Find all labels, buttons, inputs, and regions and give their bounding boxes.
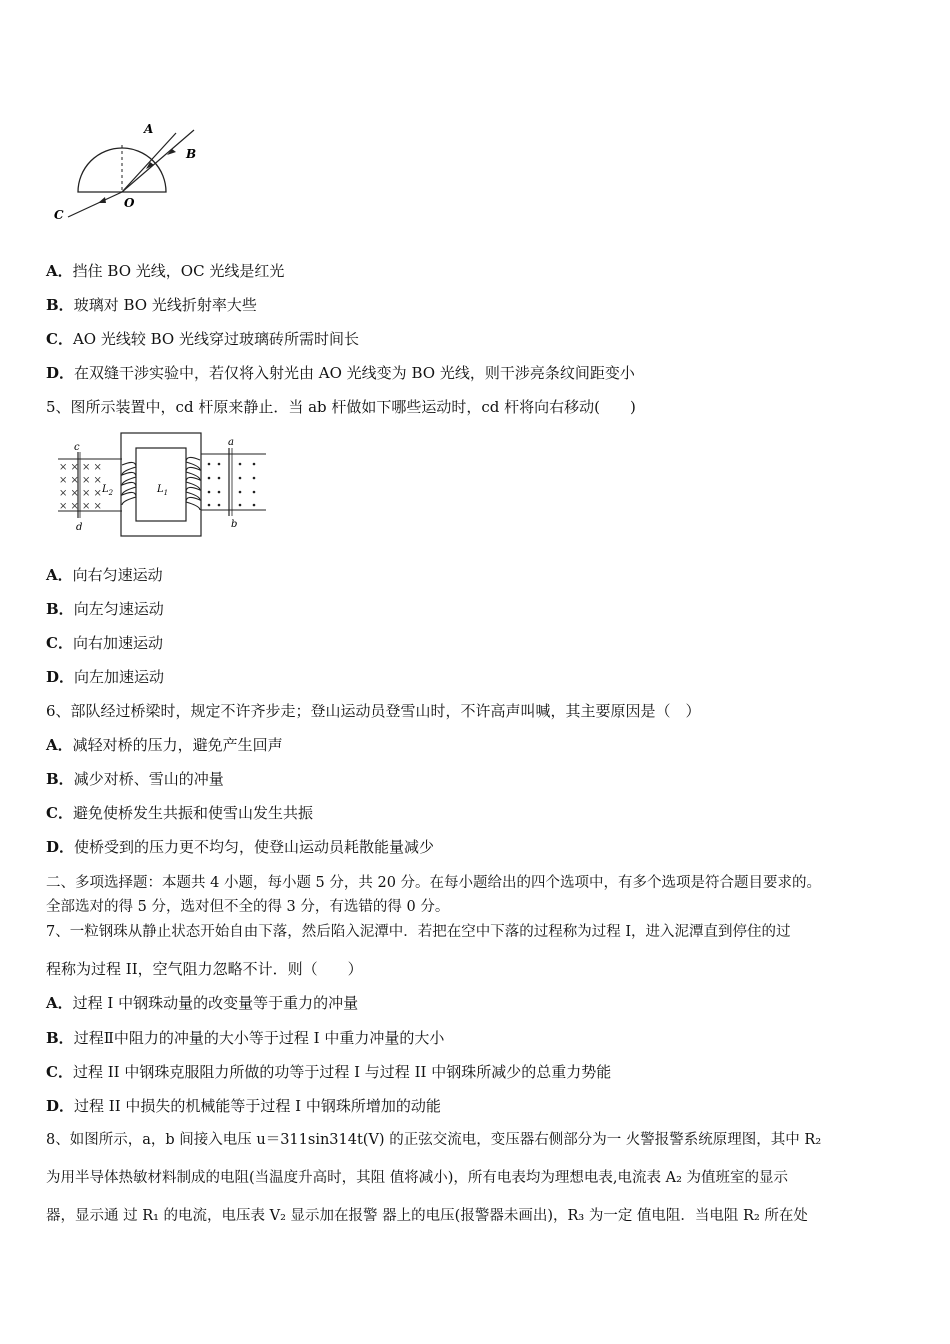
q6-option-d: [46, 837, 434, 857]
option-letter: A．: [46, 994, 73, 1012]
svg-text:× ×: × ×: [82, 488, 102, 499]
q4-option-c: [46, 329, 359, 349]
coil-L1: [186, 457, 200, 510]
q5-option-a: [46, 565, 163, 585]
label-O: O: [124, 196, 135, 210]
q4-option-a: [46, 261, 284, 281]
option-letter: B．: [46, 296, 74, 314]
ray-C-arrow: [98, 197, 106, 203]
option-letter: D．: [46, 364, 75, 382]
magnetic-field-into-page: [59, 462, 102, 512]
label-A: A: [144, 122, 154, 136]
option-letter: B．: [46, 600, 74, 618]
transformer-figure: [54, 430, 269, 540]
option-letter: A．: [46, 566, 73, 584]
option-text: 在双缝干涉实验中，若仅将入射光由 AO 光线变为 BO 光线，则干涉亮条纹间距变小: [74, 364, 635, 382]
label-d: d: [76, 522, 83, 533]
option-text: 挡住 BO 光线，OC 光线是红光: [72, 262, 285, 280]
q8-line-1: 8、如图所示，a，b 间接入电压 u＝311sin314t(V) 的正弦交流电，变压器右侧部分为一 火警报警系统原理图，其中 R₂: [46, 1132, 822, 1148]
option-letter: B．: [46, 770, 74, 788]
option-letter: B．: [46, 1029, 74, 1047]
label-a: a: [228, 437, 234, 448]
svg-text:× ×: × ×: [82, 501, 102, 512]
ray-B: [122, 130, 197, 192]
option-letter: C．: [46, 1063, 73, 1081]
label-C: C: [54, 208, 64, 222]
q6-option-a: [46, 735, 283, 755]
q4-option-b: [46, 295, 257, 315]
option-text: 向左加速运动: [74, 668, 165, 686]
q4-option-d: [46, 363, 635, 383]
q7-stem-2: 程称为过程 II，空气阻力忽略不计．则（ ）: [46, 960, 363, 978]
q7-option-b: [46, 1028, 444, 1048]
option-letter: C．: [46, 330, 73, 348]
option-text: 向右匀速运动: [72, 566, 163, 584]
option-letter: D．: [46, 838, 75, 856]
option-letter: D．: [46, 1097, 75, 1115]
option-text: 过程 I 中钢珠动量的改变量等于重力的冲量: [72, 994, 359, 1012]
option-letter: C．: [46, 634, 73, 652]
option-text: 减轻对桥的压力，避免产生回声: [72, 736, 283, 754]
svg-text:× ×: × ×: [82, 475, 102, 486]
svg-text:× ×: × ×: [82, 462, 102, 473]
section2-line1: 二、多项选择题：本题共 4 小题，每小题 5 分，共 20 分。在每小题给出的四个选项中，有多个选项是符合题目要求的。: [46, 875, 822, 891]
label-L2: $L_2$: [102, 484, 114, 497]
q5-option-c: [46, 633, 163, 653]
q8-line-3: 器，显示通 过 R₁ 的电流，电压表 V₂ 显示加在报警 器上的电压(报警器未画出)，R₃ 为一定 值电阻．当电阻 R₂ 所在处: [46, 1208, 808, 1224]
option-text: 向右加速运动: [72, 634, 163, 652]
svg-text:× ×: × ×: [59, 462, 79, 473]
q5-option-d: [46, 667, 164, 687]
refraction-figure: [48, 115, 208, 230]
svg-text:× ×: × ×: [59, 488, 79, 499]
ray-C: [68, 192, 122, 217]
q7-stem-1: 7、一粒钢珠从静止状态开始自由下落，然后陷入泥潭中．若把在空中下落的过程称为过程 I，进入泥潭直到停住的过: [46, 924, 791, 940]
option-text: 减少对桥、雪山的冲量: [73, 770, 224, 788]
option-text: 玻璃对 BO 光线折射率大些: [73, 296, 257, 314]
label-L1: $L_1$: [157, 484, 169, 497]
q6-option-c: [46, 803, 313, 823]
option-letter: D．: [46, 668, 75, 686]
label-B: B: [186, 147, 197, 161]
svg-text:× ×: × ×: [59, 501, 79, 512]
option-letter: A．: [46, 736, 73, 754]
q7-option-d: [46, 1096, 441, 1116]
q6-option-b: [46, 769, 224, 789]
coil-L2: [122, 462, 136, 505]
option-text: 过程 II 中钢珠克服阻力所做的功等于过程 I 与过程 II 中钢珠所减少的总重力势能: [72, 1063, 612, 1081]
label-b: b: [231, 519, 238, 530]
q5-stem: 5、图所示装置中，cd 杆原来静止．当 ab 杆做如下哪些运动时，cd 杆将向右移动( ): [46, 398, 636, 416]
section2-line2: 全部选对的得 5 分，选对但不全的得 3 分，有选错的得 0 分。: [46, 899, 450, 915]
magnetic-field-out-of-page: [208, 463, 256, 507]
option-text: 过程Ⅱ中阻力的冲量的大小等于过程 I 中重力冲量的大小: [73, 1029, 445, 1047]
ray-A: [122, 133, 176, 192]
option-text: 避免使桥发生共振和使雪山发生共振: [72, 804, 313, 822]
option-text: AO 光线较 BO 光线穿过玻璃砖所需时间长: [72, 330, 359, 348]
option-text: 过程 II 中损失的机械能等于过程 I 中钢珠所增加的动能: [74, 1097, 441, 1115]
q8-line-2: 为用半导体热敏材料制成的电阻(当温度升高时，其阻 值将减小)，所有电表均为理想电表,电流表 A₂ 为值班室的显示: [46, 1170, 789, 1186]
option-letter: A．: [46, 262, 73, 280]
option-text: 使桥受到的压力更不均匀，使登山运动员耗散能量减少: [74, 838, 435, 856]
option-letter: C．: [46, 804, 73, 822]
option-text: 向左匀速运动: [73, 600, 164, 618]
svg-text:× ×: × ×: [59, 475, 79, 486]
q5-option-b: [46, 599, 164, 619]
q6-stem: 6、部队经过桥梁时，规定不许齐步走；登山运动员登雪山时，不许高声叫喊，其主要原因是（ ）: [46, 702, 701, 720]
q7-option-a: [46, 993, 358, 1013]
label-c: c: [74, 442, 80, 453]
q7-option-c: [46, 1062, 611, 1082]
